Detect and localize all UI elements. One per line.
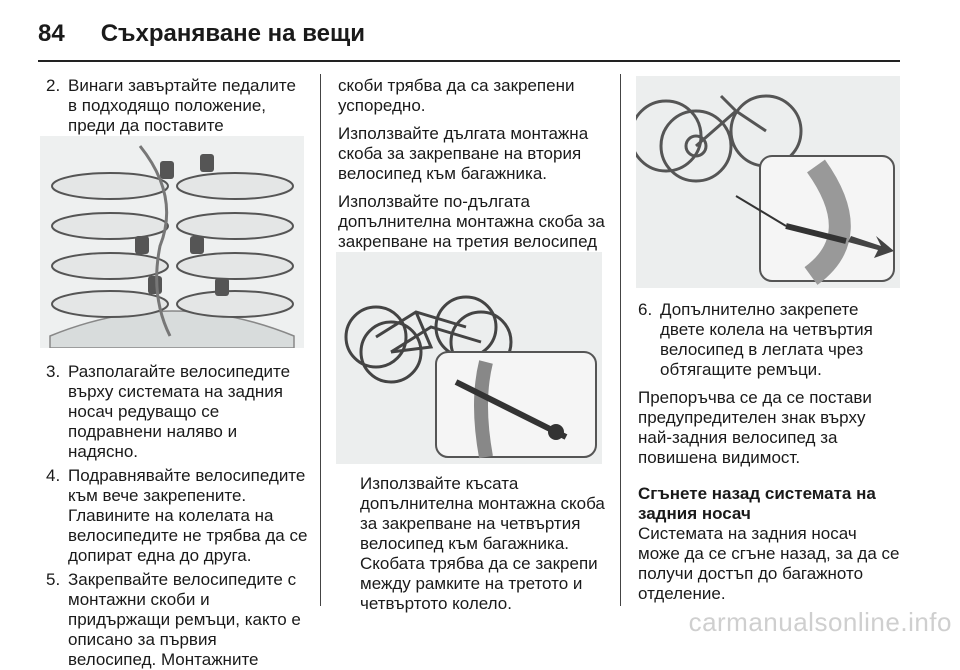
figure-bikes-top-view [40, 136, 304, 348]
step-number: 3. [46, 362, 61, 381]
paragraph: скоби трябва да са закрепени успоредно. [338, 76, 575, 115]
column-3 [638, 300, 902, 604]
paragraph: Системата на задния носач може да се сгъне назад, за да се получи достъп до багажното отделение. [638, 524, 900, 603]
step-number: 2. [46, 76, 61, 95]
column-1-steps [46, 362, 308, 670]
step-3 [46, 362, 308, 462]
step-text: Разполагайте велосипедите върху системата на задния носач редуващо се подравнени наляво и надясно. [68, 362, 291, 461]
step-text: Допълнително закрепете двете колела на четвъртия велосипед в леглата чрез обтягащите ремъци. [660, 300, 873, 379]
figure-bikes-mounted-clamp [336, 252, 602, 464]
figure-wheel-strap [636, 76, 900, 288]
paragraph: Използвайте късата допълнителна монтажна скоба за закрепване на четвъртия велосипед към багажника. Скобата трябва да се закрепи между рамките на третото и четвъртото колело. [360, 474, 605, 613]
step-4 [46, 466, 308, 566]
paragraph: Използвайте дългата монтажна скоба за закрепване на втория велосипед към багажника. [338, 124, 589, 183]
subheading: Сгънете назад системата на задния носач [638, 484, 876, 523]
header-divider [38, 60, 900, 62]
step-text: Винаги завъртайте педалите в подходящо положение, преди да поставите [68, 76, 296, 135]
watermark: carmanualsonline.info [688, 607, 952, 637]
step-5 [46, 570, 308, 670]
column-divider-2 [620, 74, 621, 606]
column-2 [338, 76, 606, 272]
step-text: Подравнявайте велосипедите към вече закрепените. Главините на колелата на велосипедите не трябва да се допират една до друга. [68, 466, 308, 565]
page-header [38, 14, 365, 54]
step-6 [638, 300, 902, 380]
step-number: 4. [46, 466, 61, 485]
step-number: 6. [638, 300, 653, 319]
step-number: 5. [46, 570, 61, 589]
paragraph: Препоръчва се да се постави предупредителен знак върху най-задния велосипед за повишена видимост. [638, 388, 872, 467]
column-divider-1 [320, 74, 321, 606]
column-2-bottom [360, 474, 606, 614]
step-text: Закрепвайте велосипедите с монтажни скоби и придържащи ремъци, както е описано за първия велосипед. Монтажните [68, 570, 301, 669]
page-title: Съхраняване на вещи [100, 20, 365, 47]
paragraph: Използвайте по-дългата допълнителна монтажна скоба за закрепване на третия велосипед [338, 192, 605, 251]
page-number: 84 [38, 20, 65, 47]
